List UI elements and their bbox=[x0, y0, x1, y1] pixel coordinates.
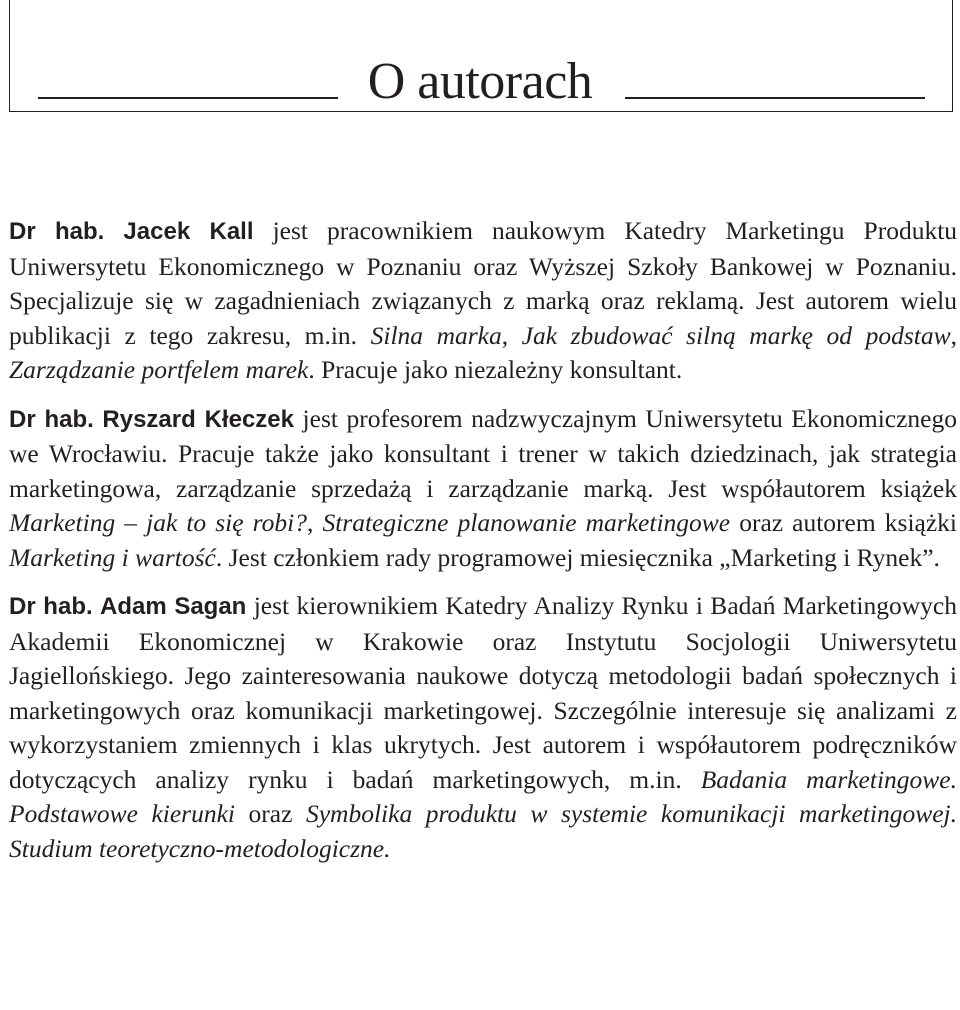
bio-text: jest pracownikiem naukowym Katedry Marketingu Produktu Uniwersytetu Ekonomicznego w Poznaniu oraz Wyższej Szkoły Bankowej w Poznaniu. Specjalizuje się w zagadnieniach związanych z marką oraz reklamą. Jest autorem wielu publikacji z tego zakresu, m.in. bbox=[9, 216, 958, 350]
bio-text: . Pracuje jako niezależny konsultant. bbox=[308, 355, 683, 384]
bio-text: jest profesorem nadzwyczajnym Uniwersytetu Ekonomicznego we Wrocławiu. Pracuje także jako konsultant i trener w takich dziedzinach, jak strategia marketingowa, zarządzanie sprzedażą i zarządzanie marką. Jest współautorem książek bbox=[9, 403, 957, 503]
book-title: Marketing i wartość bbox=[9, 542, 216, 572]
authors-section bbox=[9, 214, 957, 880]
author-name: Adam Sagan bbox=[100, 593, 247, 620]
author-bio bbox=[9, 402, 957, 576]
author-degree: Dr hab. bbox=[9, 593, 93, 620]
bio-text: , bbox=[501, 320, 522, 350]
author-name: Ryszard Kłeczek bbox=[102, 405, 294, 433]
book-title: Zarządzanie portfelem marek bbox=[9, 355, 309, 384]
author-bio bbox=[9, 589, 957, 866]
bio-text: , bbox=[950, 320, 957, 350]
book-title: Badania marketingowe. Podstawowe kierunki bbox=[9, 764, 957, 828]
bio-text: . Jest członkiem rady programowej miesięcznika „Marketing i Rynek”. bbox=[215, 542, 940, 572]
bio-text: oraz autorem książki bbox=[730, 508, 958, 537]
book-title: Strategiczne planowanie marketingowe bbox=[322, 508, 731, 537]
bio-text: oraz bbox=[235, 799, 306, 828]
author-bio bbox=[9, 214, 957, 388]
book-title: Symbolika produktu w systemie komunikacji marketingowej. Studium teoretyczno-metodologiczne. bbox=[9, 799, 957, 863]
book-title: Jak zbudować silną markę od podstaw bbox=[521, 320, 951, 350]
author-degree: Dr hab. bbox=[9, 405, 94, 433]
author-description bbox=[9, 591, 957, 863]
author-name: Jacek Kall bbox=[123, 218, 254, 245]
book-title: Silna marka bbox=[370, 320, 502, 350]
bio-text: , bbox=[306, 508, 323, 537]
bio-text: jest kierownikiem Katedry Analizy Rynku i Badań Marketingowych Akademii Ekonomicznej w Krakowie oraz Instytutu Socjologii Uniwersytetu Jagiellońskiego. Jego zainteresowania naukowe dotyczą metodologii badań społecznych i marketingowych oraz komunikacji marketingowej. Szczególnie interesuje się analizami z wykorzystaniem zmiennych i klas ukrytych. Jest autorem i współautorem podręczników dotyczących analizy rynku i badań marketingowych, m.in. bbox=[9, 591, 957, 794]
book-title: Marketing – jak to się robi? bbox=[9, 508, 307, 537]
author-degree: Dr hab. bbox=[9, 218, 105, 245]
page-title: O autorach bbox=[367, 53, 593, 110]
